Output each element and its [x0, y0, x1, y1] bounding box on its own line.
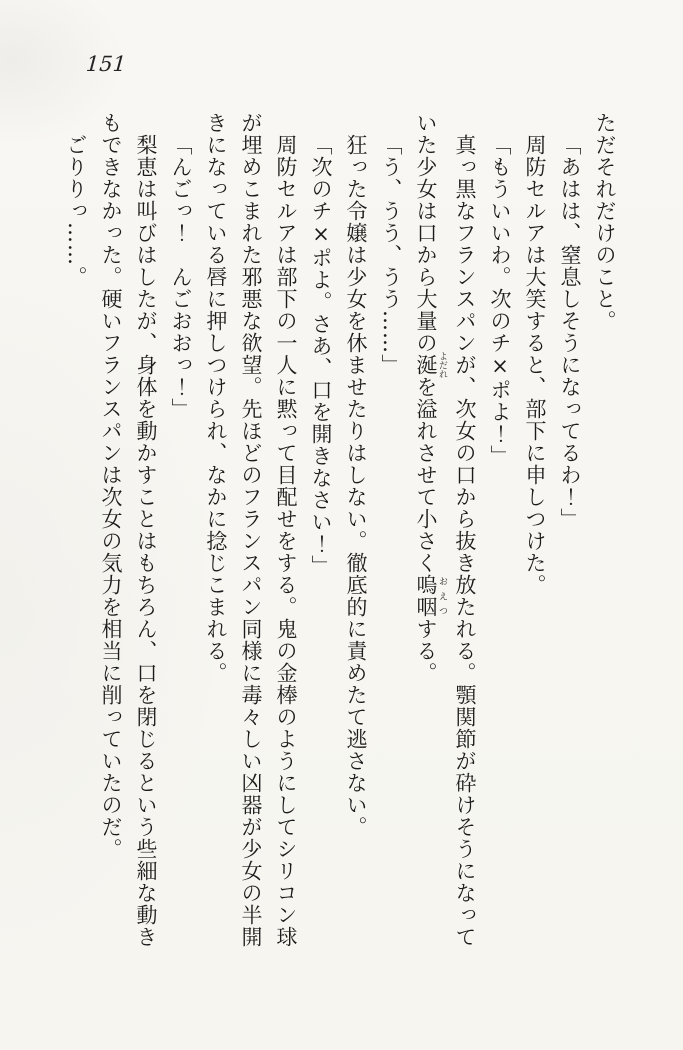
text-line: 「次のチ×ポよ。さあ、口を開きなさい！」: [309, 134, 333, 577]
text-line: 「もういいわ。次のチ×ポよ！」: [488, 134, 512, 467]
text-line: 「う、うう、うう……」: [379, 134, 403, 376]
ruby-annotated-word: 嗚咽 おえつ: [414, 574, 447, 618]
text-line: ごりりっ……。: [64, 134, 88, 288]
text-block: [60, 112, 622, 960]
text-line: 「あはは、窒息しそうになってるわ！」: [558, 134, 582, 530]
text-line: 梨恵は叫びはしたが、身体を動かすことはもちろん、口を閉じるという些細な動き: [134, 134, 158, 948]
ruby-annotated-word: 涎 よだれ: [414, 351, 447, 379]
text-line: が埋めこまれた邪悪な欲望。先ほどのフランスパン同様に毒々しい凶器が少女の半開: [239, 112, 263, 948]
text-line: 周防セルアは大笑すると、部下に申しつけた。: [523, 134, 547, 596]
text-line: もできなかった。硬いフランスパンは次女の気力を相当に削っていたのだ。: [99, 112, 123, 860]
text-line: 「んごっ！ んごおおっ！」: [169, 134, 193, 420]
text-line: ただそれだけのこと。: [593, 112, 617, 332]
text-line: いた少女は口から大量の涎 よだれを溢れさせて小さく嗚咽 おえつする。: [414, 112, 447, 684]
text-line: 周防セルアは部下の一人に黙って目配せをする。鬼の金棒のようにしてシリコン球: [274, 134, 298, 948]
text-line: 狂った令嬢は少女を休ませたりはしない。徹底的に責めたて逃さない。: [344, 134, 368, 838]
page-number: 151: [85, 52, 127, 76]
text-line: 真っ黒なフランスパンが、次女の口から抜き放たれる。顎関節が砕けそうになって: [453, 134, 477, 948]
furigana: おえつ: [437, 574, 447, 618]
text-line: きになっている唇に押しつけられ、なかに捻じこまれる。: [204, 112, 228, 684]
furigana: よだれ: [437, 351, 447, 379]
